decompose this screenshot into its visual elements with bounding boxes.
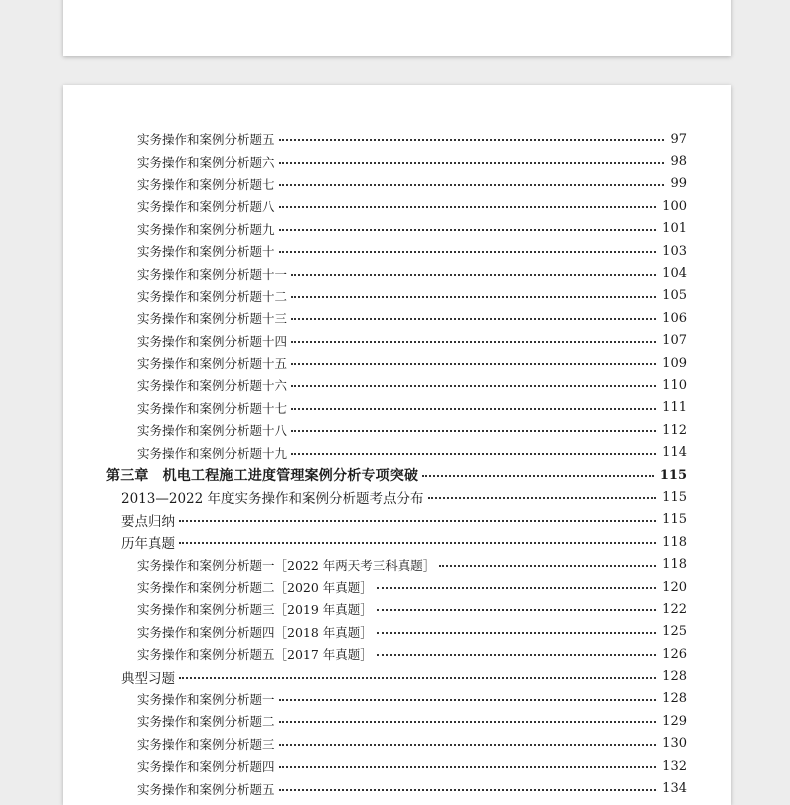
toc-entry[interactable] [63,643,731,665]
toc-entry-title: 实务操作和案例分析题十九 [137,445,288,461]
chapter-title: 机电工程施工进度管理案例分析专项突破 [162,468,419,485]
toc-entry[interactable] [63,598,731,620]
toc-entry-title: 实务操作和案例分析题五 [137,132,275,148]
toc-entry-title [106,465,418,485]
toc-entry[interactable] [63,195,731,217]
toc-entry[interactable] [63,553,731,575]
toc-entry[interactable] [63,419,731,441]
page-number: 110 [662,377,687,393]
page-number: 134 [662,781,687,797]
toc-entry[interactable] [63,218,731,240]
toc-entry-title: 实务操作和案例分析题二 [137,714,275,730]
toc-entry[interactable] [63,352,731,374]
page-number: 104 [662,266,687,282]
toc-entry[interactable] [63,710,731,732]
toc-entry-title: 实务操作和案例分析题十五 [137,356,288,372]
toc-entry[interactable] [63,464,731,486]
dot-leader [279,206,657,208]
page-number: 103 [662,243,687,259]
toc-entry-title: 实务操作和案例分析题十七 [137,400,288,416]
dot-leader [291,453,656,455]
dot-leader [377,587,656,589]
dot-leader [279,139,665,141]
toc-entry[interactable] [63,173,731,195]
toc-entry[interactable] [63,374,731,396]
page-number: 130 [662,736,687,752]
toc-entry-title: 要点归纳 [121,513,175,530]
dot-leader [279,744,657,746]
toc-entry-title: 实务操作和案例分析题七 [137,176,275,192]
toc-entry-title: 典型习题 [121,670,175,687]
page-number: 114 [662,445,687,461]
page-number: 125 [662,624,687,640]
page-number: 105 [662,288,687,304]
dot-leader [439,565,656,567]
page-number: 97 [670,131,687,147]
toc-entry-title: 实务操作和案例分析题十三 [137,311,288,327]
dot-leader [279,162,665,164]
toc-entry[interactable] [63,150,731,172]
page-number: 118 [662,534,687,550]
toc-entry-title: 实务操作和案例分析题二［2020 年真题］ [137,580,373,595]
toc-entry-title: 实务操作和案例分析题十二 [137,288,288,304]
page-number: 115 [662,489,687,505]
page-number: 106 [662,310,687,326]
toc-entry[interactable] [63,621,731,643]
toc-entry-title: 实务操作和案例分析题三 [137,736,275,752]
dot-leader [422,475,654,477]
toc-entry-title: 实务操作和案例分析题五 [137,781,275,797]
page-number: 112 [662,422,687,438]
page-number: 120 [662,579,687,595]
toc-entry[interactable] [63,665,731,687]
toc-entry[interactable] [63,755,731,777]
page-number: 128 [662,669,687,685]
page-number: 98 [670,154,687,170]
page-number: 115 [659,467,687,483]
toc-entry[interactable] [63,441,731,463]
toc-entry[interactable] [63,576,731,598]
page-number: 109 [662,355,687,371]
dot-leader [291,341,656,343]
toc-entry-title: 实务操作和案例分析题九 [137,221,275,237]
toc-entry-title: 实务操作和案例分析题十六 [137,378,288,394]
dot-leader [279,184,665,186]
page-number: 111 [662,400,687,416]
dot-leader [179,542,656,544]
page-number: 122 [662,601,687,617]
toc-entry-title: 实务操作和案例分析题五［2017 年真题］ [137,647,373,663]
dot-leader [291,430,656,432]
dot-leader [377,632,656,634]
toc-entry-title: 实务操作和案例分析题十 [137,244,275,260]
toc-entry-title: 历年真题 [121,536,175,553]
chapter-number: 第三章 [106,468,149,485]
toc-entry-title: 2013—2022 年度实务操作和案例分析题考点分布 [121,491,424,508]
toc-entry-title: 实务操作和案例分析题四 [137,759,275,775]
table-of-contents [63,128,731,800]
previous-page [63,0,731,56]
page-number: 132 [662,758,687,774]
toc-entry[interactable] [63,531,731,553]
dot-leader [279,699,657,701]
dot-leader [279,229,657,231]
dot-leader [279,721,657,723]
dot-leader [279,251,657,253]
toc-entry[interactable] [63,486,731,508]
toc-entry[interactable] [63,509,731,531]
dot-leader [291,363,656,365]
toc-entry-title: 实务操作和案例分析题一［2022 年两天考三科真题］ [137,557,436,573]
dot-leader [291,385,656,387]
dot-leader [428,497,657,499]
dot-leader [377,609,656,611]
page-number: 118 [662,557,687,573]
toc-entry[interactable] [63,128,731,150]
toc-entry-title: 实务操作和案例分析题八 [137,199,275,215]
dot-leader [179,520,656,522]
page-number: 107 [662,333,687,349]
toc-entry-title: 实务操作和案例分析题一 [137,691,275,707]
page-number: 100 [662,198,687,214]
toc-entry-title: 实务操作和案例分析题四［2018 年真题］ [137,624,373,640]
toc-entry[interactable] [63,733,731,755]
toc-entry[interactable] [63,688,731,710]
dot-leader [279,766,657,768]
toc-page [63,85,731,805]
page-number: 128 [662,691,687,707]
toc-entry-title: 实务操作和案例分析题十八 [137,423,288,439]
page-number: 115 [662,512,687,528]
dot-leader [377,654,656,656]
dot-leader [291,274,656,276]
dot-leader [291,296,656,298]
toc-entry[interactable] [63,285,731,307]
toc-entry[interactable] [63,262,731,284]
toc-entry-title: 实务操作和案例分析题十一 [137,266,288,282]
page-number: 101 [662,221,687,237]
toc-entry-title: 实务操作和案例分析题十四 [137,333,288,349]
page-number: 99 [670,176,687,192]
toc-entry-title: 实务操作和案例分析题六 [137,154,275,170]
page-number: 129 [662,713,687,729]
dot-leader [291,408,656,410]
toc-entry[interactable] [63,240,731,262]
toc-entry[interactable] [63,330,731,352]
page-number: 126 [662,646,687,662]
toc-entry-title: 实务操作和案例分析题三［2019 年真题］ [137,602,373,618]
toc-entry[interactable] [63,397,731,419]
toc-entry[interactable] [63,307,731,329]
dot-leader [291,318,656,320]
toc-entry[interactable] [63,777,731,799]
dot-leader [179,677,656,679]
